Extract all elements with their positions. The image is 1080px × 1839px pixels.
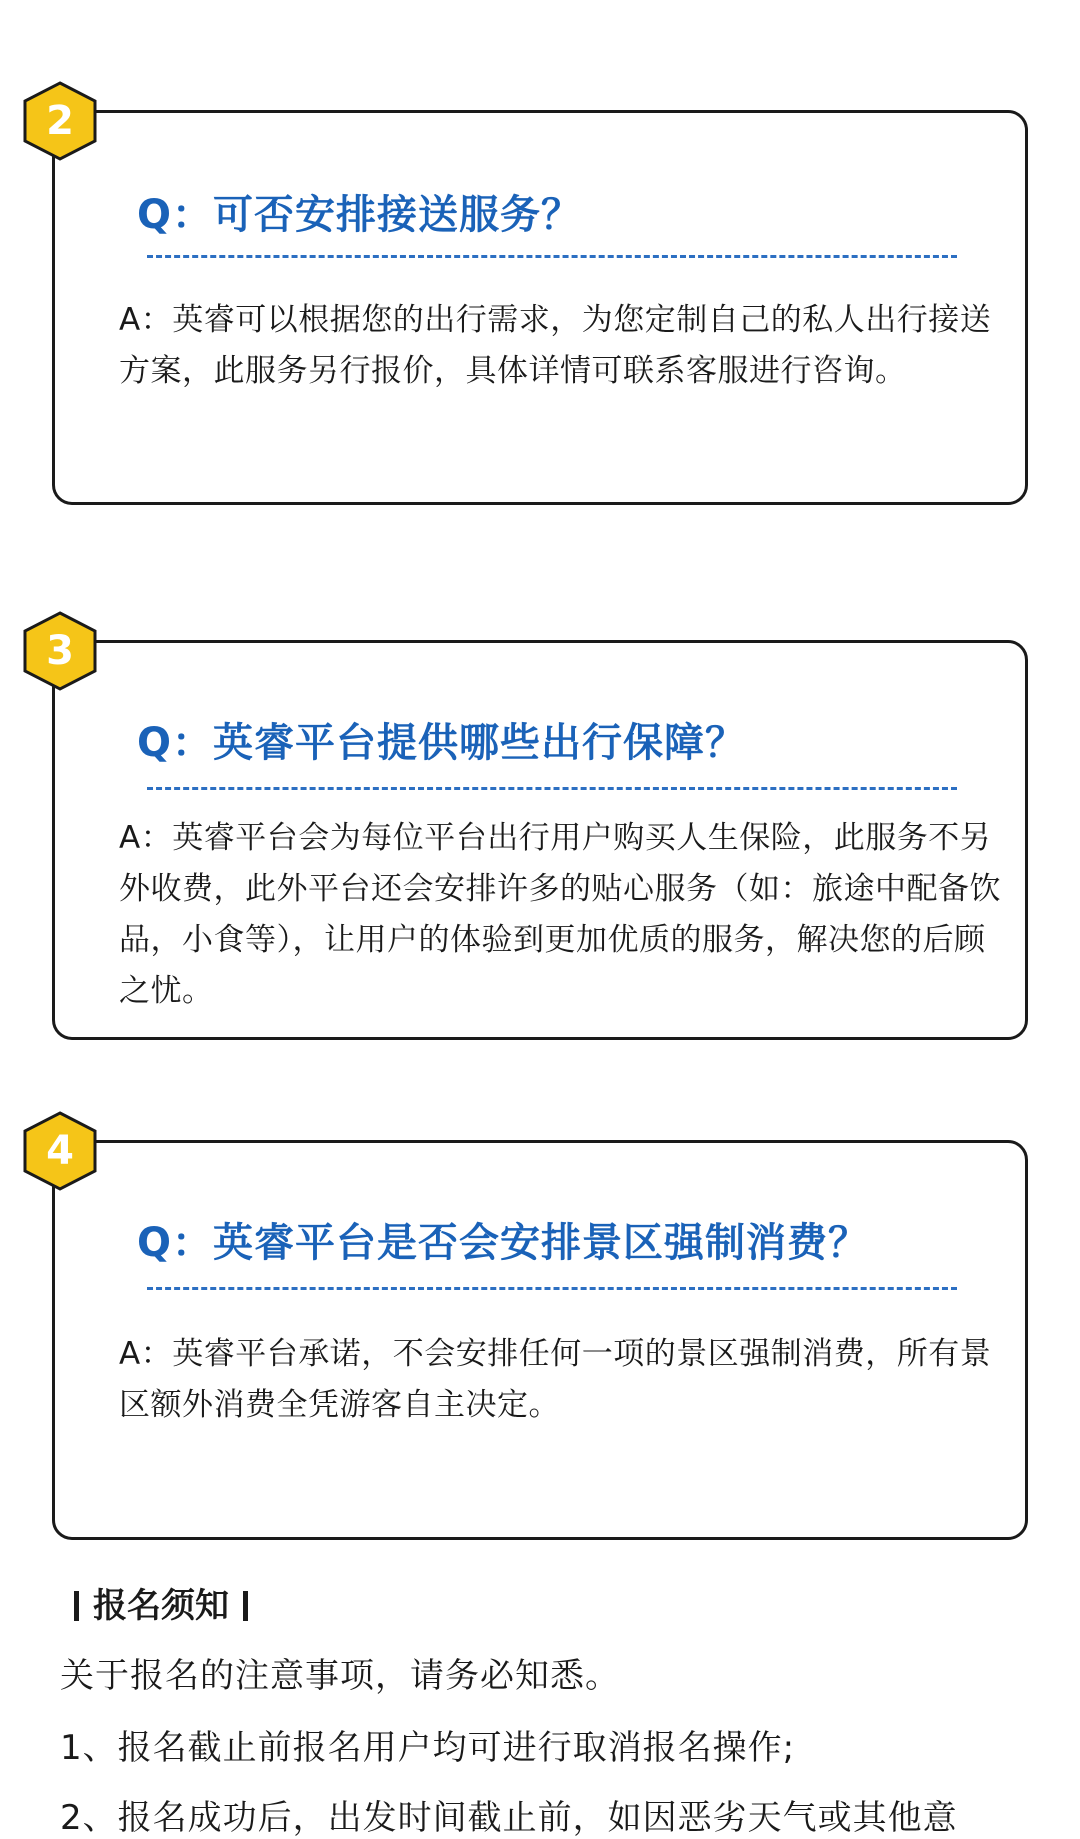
- faq-question: Q：英睿平台提供哪些出行保障？: [137, 720, 747, 766]
- heading-bar-right: [243, 1591, 248, 1621]
- badge-number: 3: [46, 628, 74, 674]
- faq-card: [52, 1140, 1028, 1540]
- section-heading-text: 报名须知: [93, 1586, 229, 1626]
- badge-number: 2: [46, 98, 74, 144]
- dashed-divider: [147, 255, 957, 258]
- dashed-divider: [147, 787, 957, 790]
- heading-bar-left: [74, 1591, 79, 1621]
- faq-card: [52, 110, 1028, 505]
- notice-intro: 关于报名的注意事项，请务必知悉。: [60, 1656, 620, 1696]
- notice-item: 1、报名截止前报名用户均可进行取消报名操作;: [60, 1728, 796, 1768]
- faq-card: [52, 640, 1028, 1040]
- faq-answer: A：英睿平台承诺，不会安排任何一项的景区强制消费，所有景区额外消费全凭游客自主决定。: [119, 1336, 992, 1423]
- faq-question: Q：可否安排接送服务？: [137, 192, 583, 238]
- dashed-divider: [147, 1287, 957, 1290]
- number-badge: [22, 610, 98, 692]
- number-badge: [22, 80, 98, 162]
- faq-answer: A：英睿可以根据您的出行需求，为您定制自己的私人出行接送方案，此服务另行报价，具体详情可联系客服进行咨询。: [119, 302, 992, 389]
- faq-question: Q：英睿平台是否会安排景区强制消费？: [137, 1220, 870, 1266]
- number-badge: [22, 1110, 98, 1192]
- faq-answer: A：英睿平台会为每位平台出行用户购买人生保险，此服务不另外收费，此外平台还会安排许多的贴心服务（如：旅途中配备饮品，小食等），让用户的体验到更加优质的服务，解决您的后顾之忧。: [119, 820, 1001, 1009]
- notice-item: 2、报名成功后，出发时间截止前，如因恶劣天气或其他意: [60, 1798, 958, 1838]
- badge-number: 4: [46, 1128, 74, 1174]
- section-heading: [60, 1578, 262, 1627]
